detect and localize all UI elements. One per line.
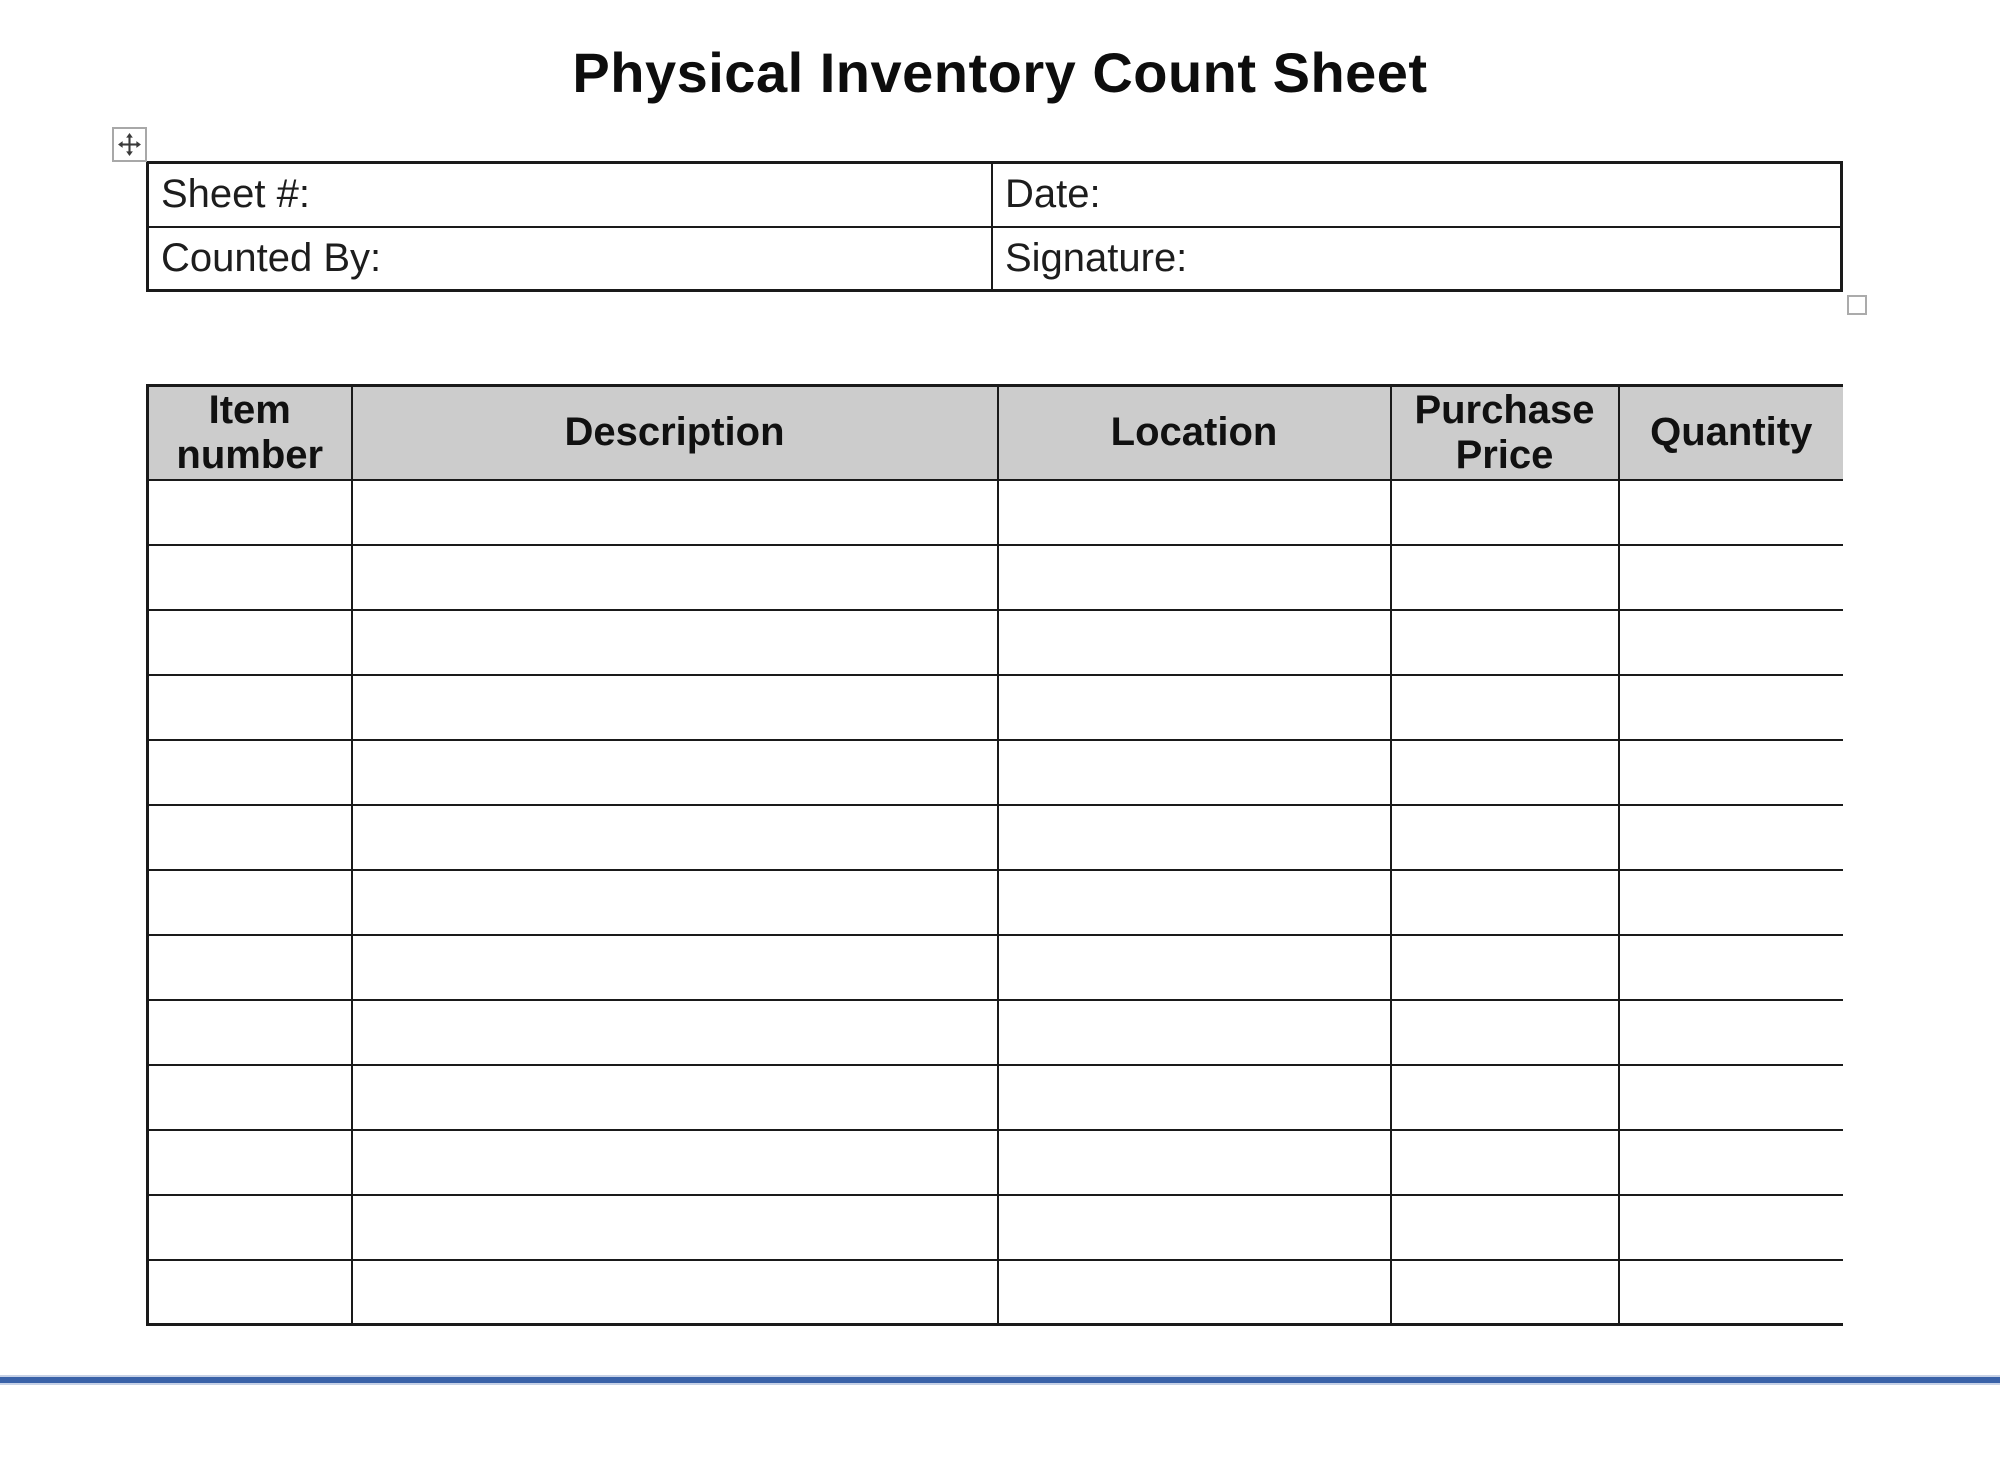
inventory-empty-cell[interactable] [148, 545, 352, 610]
date-label: Date: [1004, 172, 1101, 217]
signature-label: Signature: [1004, 235, 1188, 280]
inventory-empty-cell[interactable] [352, 1065, 998, 1130]
table-move-handle[interactable] [112, 127, 147, 162]
inventory-empty-cell[interactable] [148, 1260, 352, 1325]
inventory-table [146, 384, 1843, 1326]
inventory-empty-cell[interactable] [998, 1260, 1391, 1325]
inventory-empty-cell[interactable] [352, 935, 998, 1000]
inventory-empty-cell[interactable] [1619, 1130, 1844, 1195]
inventory-empty-cell[interactable] [1391, 1065, 1619, 1130]
inventory-empty-cell[interactable] [998, 935, 1391, 1000]
inventory-empty-cell[interactable] [1619, 545, 1844, 610]
inventory-empty-cell[interactable] [998, 1195, 1391, 1260]
inventory-empty-cell[interactable] [352, 480, 998, 545]
inventory-empty-row [148, 1065, 1844, 1130]
signature-cell[interactable] [992, 227, 1842, 291]
sheet-number-cell[interactable] [148, 163, 992, 227]
inventory-empty-cell[interactable] [998, 1000, 1391, 1065]
page-break-line [0, 1375, 2000, 1385]
inventory-empty-cell[interactable] [352, 675, 998, 740]
inventory-empty-cell[interactable] [1391, 1195, 1619, 1260]
inventory-empty-row [148, 805, 1844, 870]
inventory-empty-cell[interactable] [1619, 1195, 1844, 1260]
inventory-empty-cell[interactable] [148, 1065, 352, 1130]
inventory-empty-row [148, 870, 1844, 935]
info-row-1 [148, 163, 1842, 227]
inventory-empty-cell[interactable] [148, 1130, 352, 1195]
inventory-empty-cell[interactable] [352, 1130, 998, 1195]
inventory-empty-cell[interactable] [1619, 1260, 1844, 1325]
inventory-empty-cell[interactable] [1619, 740, 1844, 805]
inventory-table-container [146, 384, 1843, 1381]
inventory-empty-cell[interactable] [1619, 675, 1844, 740]
header-cell-description[interactable] [352, 386, 998, 480]
inventory-table-body [148, 480, 1844, 1325]
inventory-empty-cell[interactable] [148, 740, 352, 805]
inventory-empty-cell[interactable] [1391, 1260, 1619, 1325]
inventory-empty-cell[interactable] [148, 1195, 352, 1260]
table-resize-handle[interactable] [1847, 295, 1867, 315]
inventory-empty-cell[interactable] [352, 1000, 998, 1065]
inventory-empty-cell[interactable] [998, 675, 1391, 740]
inventory-empty-cell[interactable] [998, 1065, 1391, 1130]
inventory-empty-row [148, 1195, 1844, 1260]
header-cell-purchase-price[interactable] [1391, 386, 1619, 480]
location-header-label: Location [1110, 410, 1278, 455]
inventory-empty-cell[interactable] [148, 610, 352, 675]
header-cell-quantity[interactable] [1619, 386, 1844, 480]
inventory-empty-row [148, 675, 1844, 740]
inventory-empty-cell[interactable] [148, 935, 352, 1000]
inventory-empty-cell[interactable] [1391, 545, 1619, 610]
inventory-empty-row [148, 1130, 1844, 1195]
sheet-number-label: Sheet #: [161, 172, 311, 217]
page-title: Physical Inventory Count Sheet [572, 41, 1428, 104]
inventory-empty-row [148, 610, 1844, 675]
inventory-empty-cell[interactable] [1619, 1000, 1844, 1065]
date-cell[interactable] [992, 163, 1842, 227]
inventory-empty-cell[interactable] [998, 805, 1391, 870]
inventory-empty-cell[interactable] [1619, 610, 1844, 675]
inventory-empty-cell[interactable] [1619, 805, 1844, 870]
inventory-empty-cell[interactable] [352, 1260, 998, 1325]
inventory-empty-cell[interactable] [1619, 1065, 1844, 1130]
inventory-empty-cell[interactable] [1619, 480, 1844, 545]
inventory-empty-cell[interactable] [1391, 740, 1619, 805]
inventory-empty-row [148, 935, 1844, 1000]
inventory-empty-cell[interactable] [998, 545, 1391, 610]
info-row-2 [148, 227, 1842, 291]
inventory-empty-cell[interactable] [1391, 1000, 1619, 1065]
inventory-empty-cell[interactable] [352, 870, 998, 935]
item-number-header-label: Item number [176, 387, 324, 477]
counted-by-label: Counted By: [161, 235, 382, 280]
header-cell-location[interactable] [998, 386, 1391, 480]
inventory-empty-cell[interactable] [1391, 870, 1619, 935]
inventory-empty-cell[interactable] [352, 1195, 998, 1260]
inventory-empty-cell[interactable] [1391, 805, 1619, 870]
inventory-empty-cell[interactable] [352, 545, 998, 610]
inventory-empty-cell[interactable] [998, 610, 1391, 675]
quantity-header-label: Quantity [1650, 410, 1813, 455]
inventory-empty-cell[interactable] [148, 805, 352, 870]
inventory-empty-cell[interactable] [352, 740, 998, 805]
inventory-empty-cell[interactable] [1391, 935, 1619, 1000]
inventory-empty-row [148, 740, 1844, 805]
inventory-empty-cell[interactable] [352, 610, 998, 675]
move-icon [117, 132, 142, 157]
inventory-empty-cell[interactable] [998, 1130, 1391, 1195]
inventory-empty-cell[interactable] [1619, 870, 1844, 935]
header-cell-item-number[interactable] [148, 386, 352, 480]
inventory-empty-cell[interactable] [148, 480, 352, 545]
inventory-empty-cell[interactable] [998, 870, 1391, 935]
inventory-header-row [148, 386, 1844, 480]
info-table [146, 161, 1843, 292]
inventory-empty-cell[interactable] [1619, 935, 1844, 1000]
inventory-empty-cell[interactable] [148, 1000, 352, 1065]
inventory-empty-cell[interactable] [1391, 1130, 1619, 1195]
inventory-empty-row [148, 1260, 1844, 1325]
inventory-empty-row [148, 480, 1844, 545]
inventory-empty-cell[interactable] [1391, 610, 1619, 675]
inventory-empty-cell[interactable] [1391, 480, 1619, 545]
inventory-empty-cell[interactable] [148, 870, 352, 935]
inventory-empty-cell[interactable] [1391, 675, 1619, 740]
inventory-empty-cell[interactable] [998, 740, 1391, 805]
counted-by-cell[interactable] [148, 227, 992, 291]
description-header-label: Description [564, 410, 785, 455]
inventory-empty-row [148, 545, 1844, 610]
inventory-empty-cell[interactable] [352, 805, 998, 870]
inventory-empty-row [148, 1000, 1844, 1065]
inventory-empty-cell[interactable] [148, 675, 352, 740]
purchase-price-header-label: Purchase Price [1414, 387, 1595, 477]
inventory-empty-cell[interactable] [998, 480, 1391, 545]
